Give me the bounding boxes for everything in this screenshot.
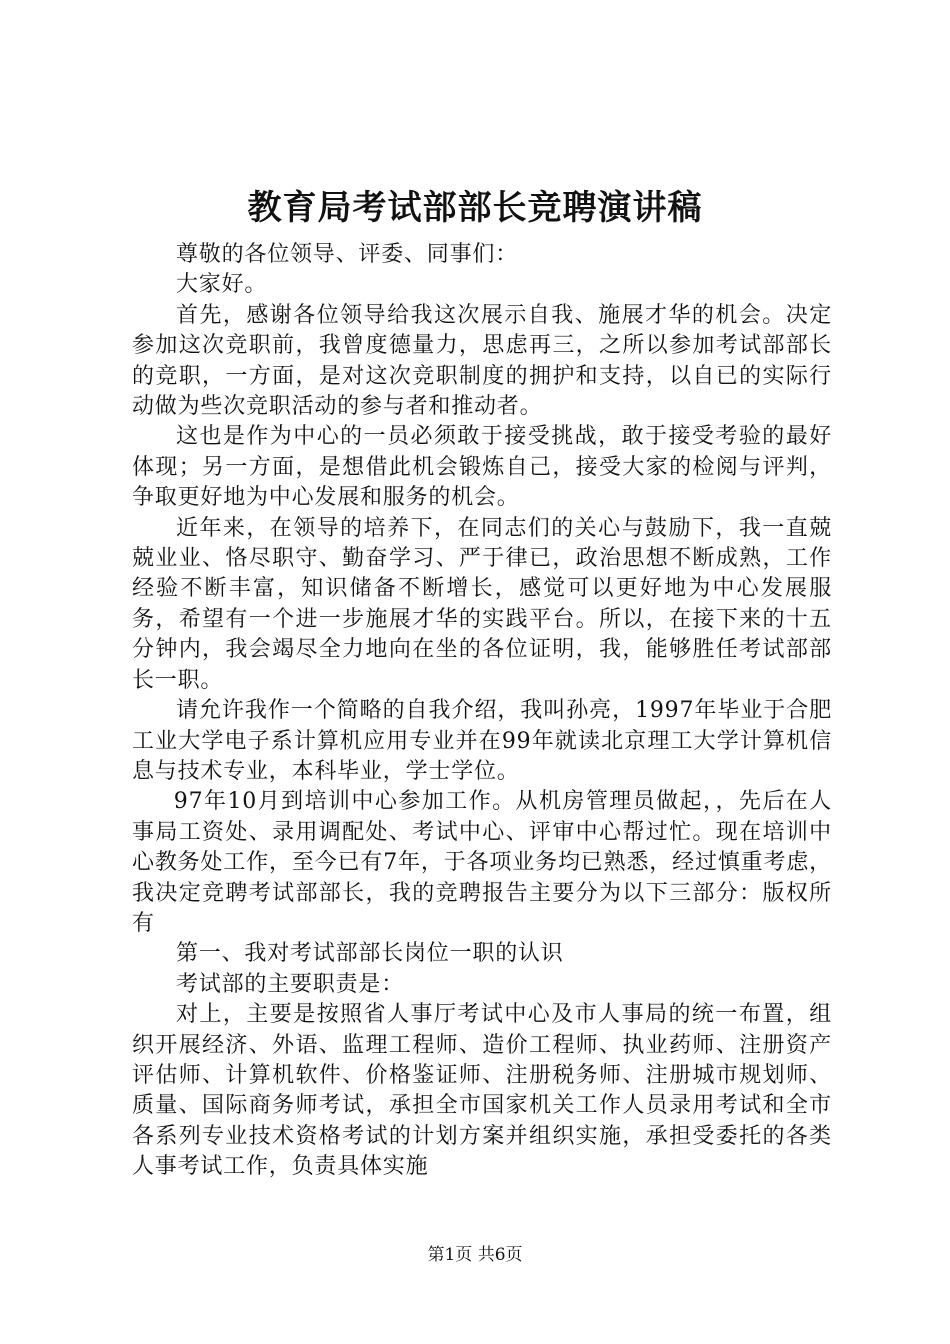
page-number: 第1页 共6页 <box>427 1245 523 1265</box>
section-heading: 第一、我对考试部部长岗位一职的认识 <box>176 941 564 967</box>
document-title: 教育局考试部部长竞聘演讲稿 <box>247 188 703 228</box>
paragraph: 考试部的主要职责是： <box>176 971 405 997</box>
document-body <box>132 240 832 1183</box>
paragraph-greeting: 大家好。 <box>176 272 268 298</box>
paragraph: 这也是作为中心的一员必须敢于接受挑战，敢于接受考验的最好体现；另一方面，是想借此机会锻炼自己，接受大家的检阅与评判，争取更好地为中心发展和服务的机会。 <box>132 424 832 511</box>
paragraph: 首先，感谢各位领导给我这次展示自我、施展才华的机会。决定参加这次竞职前，我曾度德量力，思虑再三，之所以参加考试部部长的竞职，一方面，是对这次竞职制度的拥护和支持，以自已的实际行动做为些次竞职活动的参与者和推动者。 <box>132 302 832 420</box>
paragraph: 近年来，在领导的培养下，在同志们的关心与鼓励下，我一直兢兢业业、恪尽职守、勤奋学习、严于律已，政治思想不断成熟，工作经验不断丰富，知识储备不断增长，感觉可以更好地为中心发展服务，希望有一个进一步施展才华的实践平台。所以，在接下来的十五分钟内，我会竭尽全力地向在坐的各位证明，我，能够胜任考试部部长一职。 <box>132 515 832 693</box>
paragraph: 对上，主要是按照省人事厅考试中心及市人事局的统一布置，组织开展经济、外语、监理工程师、造价工程师、执业药师、注册资产评估师、计算机软件、价格鉴证师、注册税务师、注册城市规划师、质量、国际商务师考试，承担全市国家机关工作人员录用考试和全市各系列专业技术资格考试的计划方案并组织实施，承担受委托的各类人事考试工作，负责具体实施 <box>132 1002 832 1180</box>
paragraph: 97年10月到培训中心参加工作。从机房管理员做起，，先后在人事局工资处、录用调配处、考试中心、评审中心帮过忙。现在培训中心教务处工作，至今已有7年，于各项业务均已熟悉，经过慎重考虑，我决定竞聘考试部部长，我的竞聘报告主要分为以下三部分：版权所有 <box>132 789 832 936</box>
paragraph: 请允许我作一个简略的自我介绍，我叫孙亮，1997年毕业于合肥工业大学电子系计算机应用专业并在99年就读北京理工大学计算机信息与技术专业，本科毕业，学士学位。 <box>132 698 832 784</box>
paragraph-salutation: 尊敬的各位领导、评委、同事们： <box>176 242 519 267</box>
